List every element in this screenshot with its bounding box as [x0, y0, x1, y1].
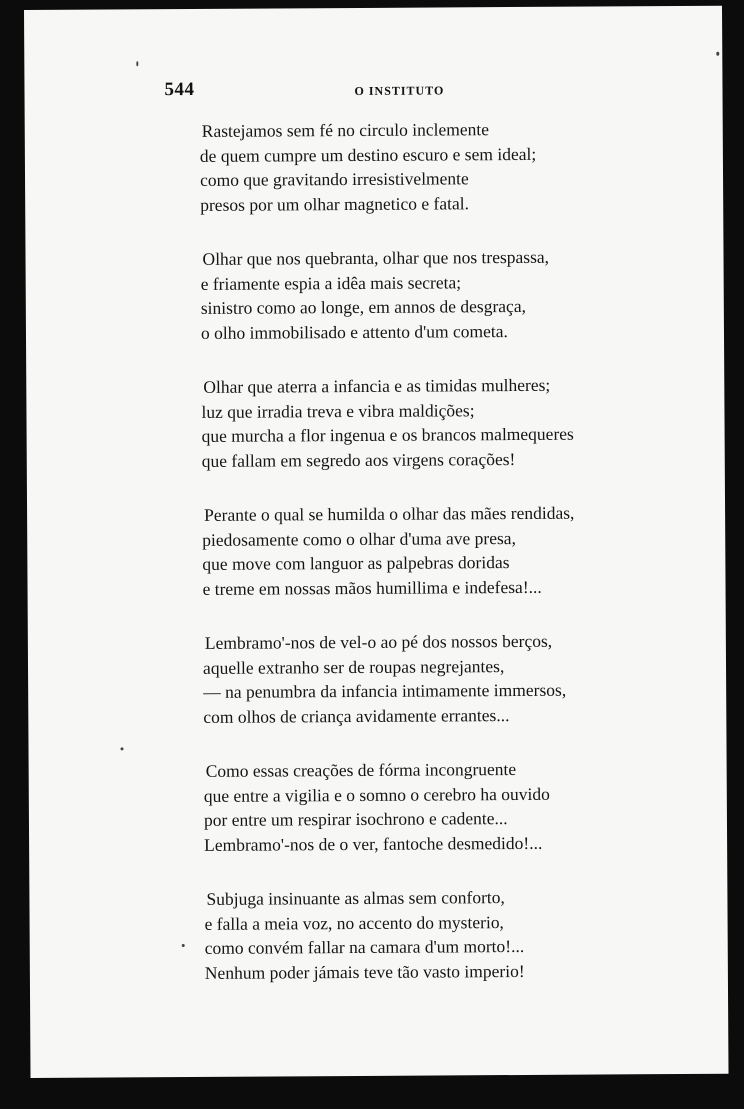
poem-line: Lembramo'-nos de o ver, fantoche desmedido!...	[204, 832, 543, 855]
poem-line: Olhar que nos quebranta, olhar que nos trespassa,	[202, 246, 550, 269]
stanza-5	[203, 628, 674, 729]
stanza-3	[201, 372, 672, 473]
poem-line: Como essas creações de fórma incongruente	[205, 759, 517, 781]
paper-speck	[716, 52, 719, 56]
poem-line: luz que irradia treva e vibra maldições;	[201, 399, 475, 422]
poem-line: aquelle extranho ser de roupas negrejantes,	[202, 655, 505, 678]
poem-line: Lembramo'-nos de vel-o ao pé dos nossos berços,	[204, 630, 553, 653]
stanza-6	[204, 756, 675, 857]
poem-line: o olho immobilisado e attento d'um cometa.	[200, 320, 508, 343]
stanza-7	[204, 884, 675, 985]
page-header	[164, 76, 604, 107]
page-number: 544	[164, 78, 195, 101]
poem-line: de quem cumpre um destino escuro e sem ideal;	[199, 143, 537, 166]
paper-speck	[182, 944, 185, 947]
poem-line: Nenhum poder jámais teve tão vasto imperio!	[204, 960, 525, 983]
poem-line: que fallam em segredo aos virgens corações!	[201, 448, 516, 471]
poem-body	[200, 116, 675, 1015]
poem-line: que entre a vigilia e o somno o cerebro ha ouvido	[203, 783, 550, 806]
stanza-1	[200, 116, 671, 217]
stanza-4	[202, 500, 673, 601]
poem-line: piedosamente como o olhar d'uma ave presa,	[202, 527, 516, 550]
poem-line: — na penumbra da infancia intimamente immersos,	[203, 679, 567, 702]
poem-line: com olhos de criança avidamente errantes...	[203, 704, 510, 727]
poem-line: sinistro como ao longe, em annos de desgraça,	[200, 295, 527, 318]
poem-line: e friamente espia a idêa mais secreta;	[200, 271, 462, 294]
running-title: O INSTITUTO	[354, 83, 445, 98]
poem-line: Rastejamos sem fé no circulo inclemente	[201, 119, 490, 141]
poem-line: Perante o qual se humilda o olhar das mães rendidas,	[204, 502, 575, 525]
paper-speck	[121, 747, 124, 750]
poem-line: como que gravitando irresistivelmente	[199, 168, 469, 190]
poem-line: como convém fallar na camara d'um morto!...	[204, 935, 525, 958]
poem-line: Subjuga insinuante as almas sem conforto,	[206, 887, 505, 909]
poem-line: Olhar que aterra a infancia e as timidas mulheres;	[203, 374, 551, 397]
poem-line: e falla a meia voz, no accento do mysterio,	[204, 911, 504, 934]
document-page	[24, 6, 729, 1078]
poem-line: que move com languor as palpebras doridas	[202, 552, 510, 574]
poem-line: e treme em nossas mãos humillima e indefesa!...	[202, 576, 542, 599]
paper-speck	[136, 61, 138, 66]
poem-line: presos por um olhar magnetico e fatal.	[200, 192, 469, 215]
poem-line: que murcha a flor ingenua e os brancos malmequeres	[201, 423, 574, 446]
stanza-2	[200, 244, 671, 345]
poem-line: por entre um respirar isochrono e cadente...	[203, 808, 508, 830]
